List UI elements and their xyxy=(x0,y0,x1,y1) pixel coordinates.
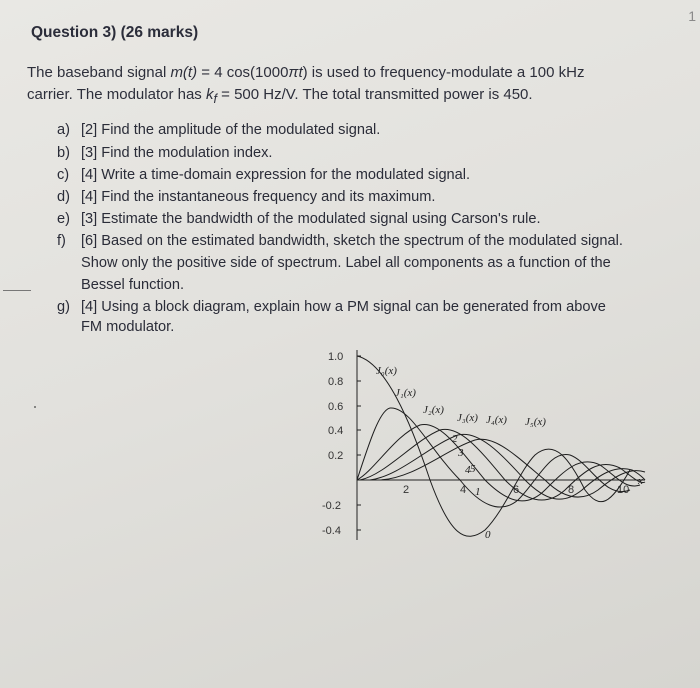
curve-label-j4: J₄(x) xyxy=(486,414,507,426)
y-tick-label: 1.0 xyxy=(328,351,344,363)
curve-label-j2: J₂(x) xyxy=(423,404,444,416)
annotation-mark: 4 xyxy=(465,464,471,476)
y-tick-labels xyxy=(322,351,343,537)
bessel-function-graph xyxy=(300,340,670,550)
intro-math-subscript: f xyxy=(213,92,217,106)
intro-math-pit: πt xyxy=(288,64,303,81)
question-item-a xyxy=(57,122,380,138)
question-letter: e) xyxy=(57,211,70,227)
paper-speck xyxy=(34,406,36,408)
bessel-curves xyxy=(357,356,645,536)
annotation-mark: 0 xyxy=(485,529,491,541)
question-text: [3] Estimate the bandwidth of the modulated signal using Carson's rule. xyxy=(81,211,541,227)
y-tick-label: -0.2 xyxy=(322,500,341,512)
intro-text: = 500 Hz/V. The total transmitted power is 450. xyxy=(216,86,533,103)
intro-text: The baseband signal xyxy=(27,64,171,81)
question-text: [4] Using a block diagram, explain how a PM signal can be generated from above xyxy=(81,299,606,315)
y-tick-label: 0.8 xyxy=(328,376,344,388)
margin-dash xyxy=(3,290,31,291)
question-item-f-continuation: Bessel function. xyxy=(81,277,185,293)
curve-j0 xyxy=(357,356,630,536)
question-letter: f) xyxy=(57,233,66,249)
y-tick-label: 0.2 xyxy=(328,450,344,462)
annotation-mark: 3 xyxy=(458,447,464,459)
question-item-g xyxy=(57,299,606,315)
question-item-g-continuation: FM modulator. xyxy=(81,319,175,335)
problem-statement xyxy=(27,62,667,110)
intro-math-m: m(t) xyxy=(170,64,198,81)
question-text: [3] Find the modulation index. xyxy=(81,145,273,161)
question-item-f xyxy=(57,233,623,249)
curve-label-j1: J₁(x) xyxy=(395,387,416,399)
question-item-b xyxy=(57,145,272,161)
x-axis-label: x xyxy=(638,475,643,487)
question-letter: g) xyxy=(57,299,70,315)
question-text: [6] Based on the estimated bandwidth, sketch the spectrum of the modulated signal. xyxy=(81,233,623,249)
x-tick-label: 8 xyxy=(568,484,575,496)
question-text: [2] Find the amplitude of the modulated signal. xyxy=(81,122,381,138)
x-tick-label: 6 xyxy=(513,484,520,496)
curve-label-j3: J₃(x) xyxy=(457,412,478,424)
page-number: 1 xyxy=(688,8,696,24)
y-tick-label: -0.4 xyxy=(322,525,341,537)
question-item-c xyxy=(57,167,470,183)
question-letter: a) xyxy=(57,122,70,138)
question-item-e xyxy=(57,211,541,227)
curve-labels xyxy=(376,365,546,428)
question-text: [4] Find the instantaneous frequency and its maximum. xyxy=(81,189,436,205)
question-title: Question 3) (26 marks) xyxy=(31,24,199,41)
intro-math-k: k xyxy=(205,86,214,103)
question-text: [4] Write a time-domain expression for the modulated signal. xyxy=(81,167,471,183)
question-letter: d) xyxy=(57,189,70,205)
x-tick-label: 10 xyxy=(617,484,630,496)
question-item-d xyxy=(57,189,436,205)
x-tick-label: 2 xyxy=(403,484,410,496)
intro-text: carrier. The modulator has xyxy=(27,86,206,103)
curve-label-j0: J₀(x) xyxy=(376,365,397,377)
intro-text: = 4 cos(1000 xyxy=(197,64,289,81)
x-tick-label: 4 xyxy=(460,484,467,496)
intro-text: ) is used to frequency-modulate a 100 kHz xyxy=(302,64,585,81)
curve-label-j5: J₅(x) xyxy=(525,416,546,428)
y-tick-label: 0.4 xyxy=(328,425,344,437)
annotation-mark: 5 xyxy=(470,463,476,475)
annotation-mark: 2 xyxy=(452,433,458,445)
question-item-f-continuation: Show only the positive side of spectrum. Label all components as a function of the xyxy=(81,255,611,271)
question-letter: b) xyxy=(57,145,70,161)
question-letter: c) xyxy=(57,167,70,183)
curve-j2 xyxy=(357,424,640,500)
y-tick-label: 0.6 xyxy=(328,401,344,413)
curve-j4 xyxy=(370,434,645,499)
handwritten-annotations xyxy=(452,433,491,541)
annotation-mark: 1 xyxy=(475,486,481,498)
